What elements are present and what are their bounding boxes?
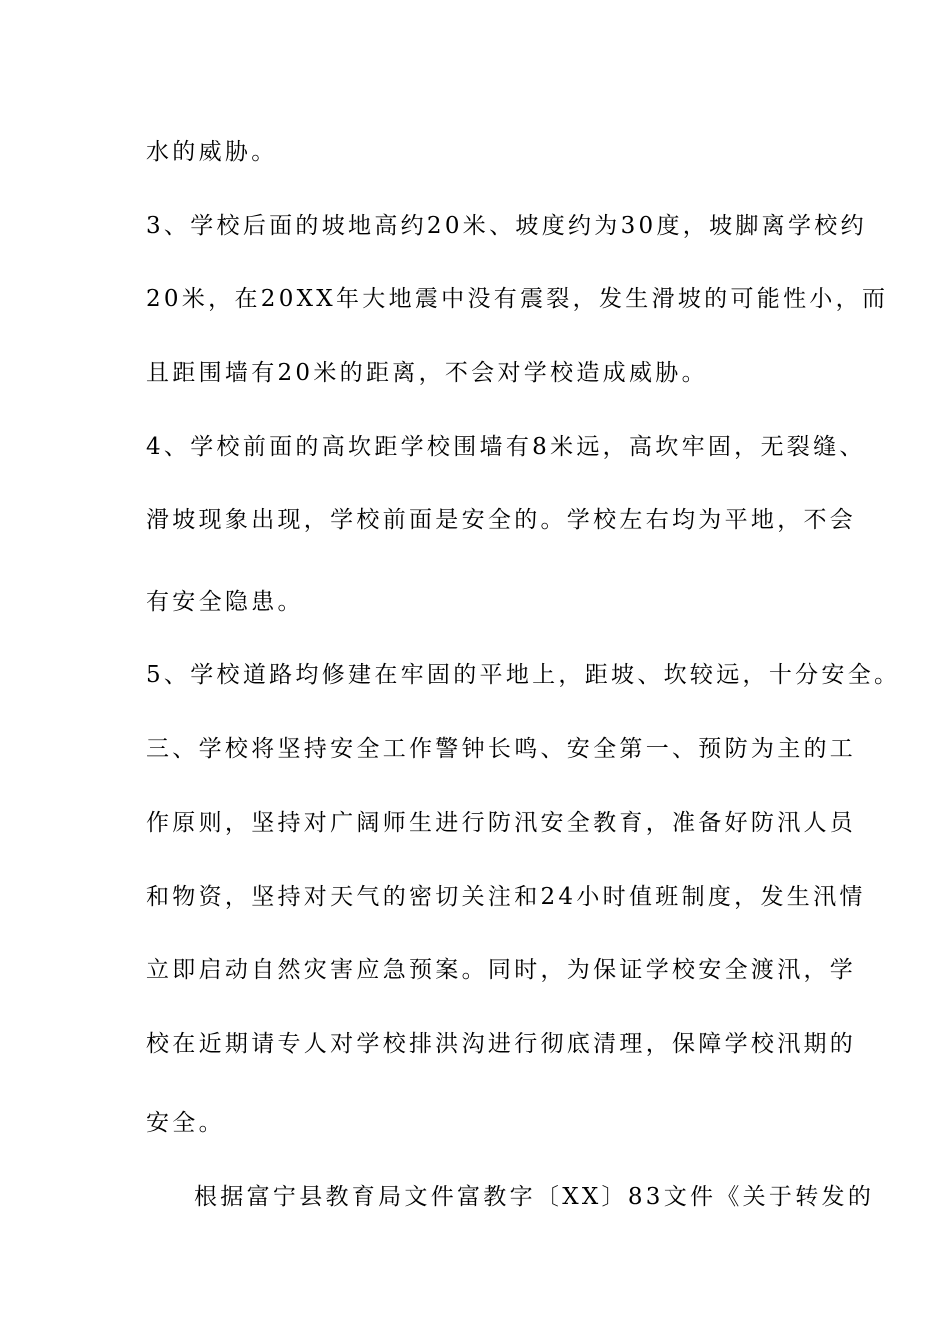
text-line: 作原则，坚持对广阔师生进行防汛安全教育，准备好防汛人员 <box>146 810 857 836</box>
text-line: 3、学校后面的坡地高约20米、坡度约为30度，坡脚离学校约 <box>146 213 867 239</box>
text-line: 三、学校将坚持安全工作警钟长鸣、安全第一、预防为主的工 <box>146 736 857 762</box>
text-line: 水的威胁。 <box>146 139 278 165</box>
text-line: 安全。 <box>146 1110 225 1136</box>
text-line: 有安全隐患。 <box>146 589 304 615</box>
text-line: 4、学校前面的高坎距学校围墙有8米远，高坎牢固，无裂缝、 <box>146 434 866 460</box>
text-line: 立即启动自然灾害应急预案。同时，为保证学校安全渡汛，学 <box>146 957 857 983</box>
text-line: 滑坡现象出现，学校前面是安全的。学校左右均为平地，不会 <box>146 507 857 533</box>
text-line: 且距围墙有20米的距离，不会对学校造成威胁。 <box>146 360 708 386</box>
text-line: 5、学校道路均修建在牢固的平地上，距坡、坎较远，十分安全。 <box>146 662 901 688</box>
text-line: 20米，在20XX年大地震中没有震裂，发生滑坡的可能性小，而 <box>146 286 889 312</box>
text-line: 和物资，坚持对天气的密切关注和24小时值班制度，发生汛情 <box>146 884 866 910</box>
text-line-indented: 根据富宁县教育局文件富教字〔XX〕83文件《关于转发的 <box>194 1184 875 1210</box>
text-line: 校在近期请专人对学校排洪沟进行彻底清理，保障学校汛期的 <box>146 1031 857 1057</box>
